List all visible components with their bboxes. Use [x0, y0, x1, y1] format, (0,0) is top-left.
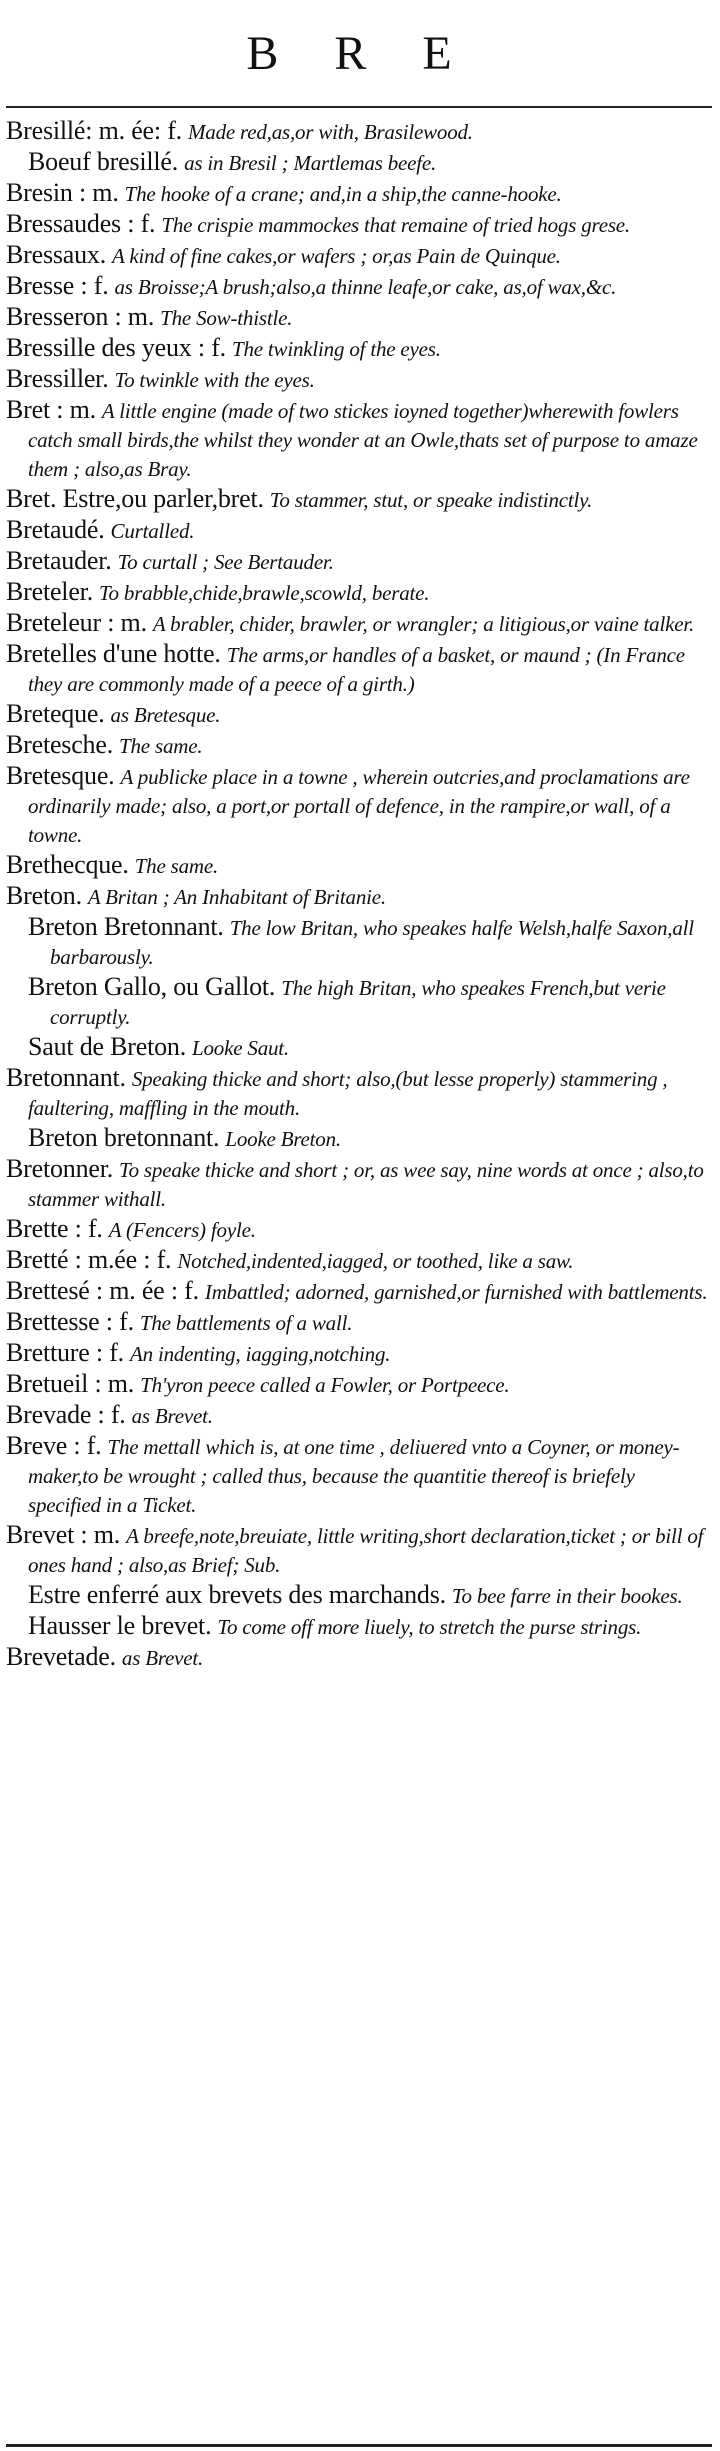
headword: Breton Gallo, ou Gallot. — [28, 972, 276, 1001]
headword: Bressille des yeux : f. — [6, 333, 226, 362]
definition: A (Fencers) foyle. — [108, 1218, 256, 1242]
definition: A publicke place in a towne , wherein outcries,and proclamations are ordinarily made; also, a port,or portall of defence, in the rampire,or wall, of a towne. — [28, 765, 690, 847]
entry — [6, 364, 708, 395]
entry — [6, 1032, 708, 1063]
entry — [6, 1276, 708, 1307]
headword: Breton Bretonnant. — [28, 912, 224, 941]
headword: Breteler. — [6, 577, 93, 606]
entry — [6, 515, 708, 546]
entry — [6, 1307, 708, 1338]
headword: Bressiller. — [6, 364, 109, 393]
headword: Breton. — [6, 881, 82, 910]
definition: To bee farre in their bookes. — [451, 1584, 683, 1608]
definition: To curtall ; See Bertauder. — [117, 550, 334, 574]
headword: Bretueil : m. — [6, 1369, 135, 1398]
definition: To stammer, stut, or speake indistinctly. — [269, 488, 593, 512]
definition: The hooke of a crane; and,in a ship,the canne-hooke. — [124, 182, 562, 206]
entry — [6, 1580, 708, 1611]
definition: An indenting, iagging,notching. — [129, 1342, 391, 1366]
headword: Breteque. — [6, 699, 105, 728]
headword: Boeuf bresillé. — [28, 147, 179, 176]
definition: To speake thicke and short ; or, as wee say, nine words at once ; also,to stammer withall. — [28, 1158, 704, 1211]
entry — [6, 209, 708, 240]
headword: Bressaudes : f. — [6, 209, 156, 238]
headword: Bresillé: m. ée: f. — [6, 116, 182, 145]
entry — [6, 1400, 708, 1431]
definition: as Broisse;A brush;also,a thinne leafe,or cake, as,of wax,&c. — [114, 275, 617, 299]
entry — [6, 1431, 708, 1520]
entry — [6, 1611, 708, 1642]
definition: The battlements of a wall. — [139, 1311, 353, 1335]
definition: The same. — [119, 734, 203, 758]
footer-rule — [6, 2444, 712, 2447]
entry — [6, 333, 708, 364]
definition: The high Britan, who speakes French,but verie corruptly. — [50, 976, 666, 1029]
entry — [6, 1245, 708, 1276]
headword: Bretté : m.ée : f. — [6, 1245, 172, 1274]
definition: To brabble,chide,brawle,scowld, berate. — [99, 581, 430, 605]
entry — [6, 1369, 708, 1400]
headword: Bret. Estre,ou parler,bret. — [6, 484, 264, 513]
definition: Curtalled. — [110, 519, 195, 543]
headword: Brethecque. — [6, 850, 129, 879]
definition: A Britan ; An Inhabitant of Britanie. — [87, 885, 386, 909]
headword: Bressaux. — [6, 240, 107, 269]
entry — [6, 178, 708, 209]
headword: Breton bretonnant. — [28, 1123, 220, 1152]
definition: as Brevet. — [131, 1404, 213, 1428]
headword: Breteleur : m. — [6, 608, 147, 637]
entry — [6, 1123, 708, 1154]
definition: To come off more liuely, to stretch the purse strings. — [217, 1615, 642, 1639]
definition: Looke Saut. — [192, 1036, 289, 1060]
entry — [6, 116, 708, 147]
definition: A brabler, chider, brawler, or wrangler; a litigious,or vaine talker. — [152, 612, 695, 636]
entry — [6, 1520, 708, 1580]
definition: The twinkling of the eyes. — [231, 337, 441, 361]
headword: Brette : f. — [6, 1214, 103, 1243]
definition: A kind of fine cakes,or wafers ; or,as Pain de Quinque. — [112, 244, 561, 268]
headword: Bretaudé. — [6, 515, 105, 544]
headword: Bretelles d'une hotte. — [6, 639, 221, 668]
headword: Brevade : f. — [6, 1400, 126, 1429]
headword: Bretesque. — [6, 761, 115, 790]
definition: as in Bresil ; Martlemas beefe. — [184, 151, 437, 175]
entry — [6, 1642, 708, 1673]
headword: Bretesche. — [6, 730, 114, 759]
entry — [6, 240, 708, 271]
entry — [6, 1063, 708, 1123]
entry — [6, 302, 708, 333]
definition: Speaking thicke and short; also,(but lesse properly) stammering , faultering, maffling in the mouth. — [28, 1067, 668, 1120]
entry — [6, 608, 708, 639]
definition: Notched,indented,iagged, or toothed, like a saw. — [177, 1249, 574, 1273]
headword: Saut de Breton. — [28, 1032, 187, 1061]
header-rule — [6, 106, 712, 108]
definition: as Bretesque. — [110, 703, 221, 727]
headword: Bretauder. — [6, 546, 112, 575]
headword: Bret : m. — [6, 395, 96, 424]
definition: Looke Breton. — [225, 1127, 341, 1151]
headword: Bresin : m. — [6, 178, 119, 207]
entry — [6, 577, 708, 608]
entry — [6, 147, 708, 178]
entry — [6, 546, 708, 577]
entry — [6, 881, 708, 912]
headword: Brettesse : f. — [6, 1307, 134, 1336]
entry — [6, 1154, 708, 1214]
definition: The mettall which is, at one time , deliuered vnto a Coyner, or money-maker,to be wrought ; called thus, because the quantitie thereof is briefely specified in a Ticket. — [28, 1435, 680, 1517]
definition: The Sow-thistle. — [160, 306, 293, 330]
definition: Imbattled; adorned, garnished,or furnished with battlements. — [204, 1280, 708, 1304]
definition: To twinkle with the eyes. — [114, 368, 315, 392]
definition: Made red,as,or with, Brasilewood. — [187, 120, 473, 144]
entry — [6, 1214, 708, 1245]
headword: Brevet : m. — [6, 1520, 121, 1549]
definition: The low Britan, who speakes halfe Welsh,halfe Saxon,all barbarously. — [50, 916, 694, 969]
definition: A little engine (made of two stickes ioyned together)wherewith fowlers catch small birds,the whilst they wonder at an Owle,thats set of purpose to amaze them ; also,as Bray. — [28, 399, 698, 481]
entry — [6, 850, 708, 881]
headword: Hausser le brevet. — [28, 1611, 212, 1640]
entry — [6, 484, 708, 515]
entry-list — [6, 116, 708, 2436]
headword: Breve : f. — [6, 1431, 102, 1460]
entry — [6, 761, 708, 850]
headword: Brettesé : m. ée : f. — [6, 1276, 199, 1305]
entry — [6, 395, 708, 484]
entry — [6, 699, 708, 730]
headword: Bretonner. — [6, 1154, 114, 1183]
entry — [6, 271, 708, 302]
entry — [6, 912, 708, 972]
definition: Th'yron peece called a Fowler, or Portpeece. — [140, 1373, 510, 1397]
headword: Bretture : f. — [6, 1338, 124, 1367]
definition: The same. — [134, 854, 219, 878]
definition: as Brevet. — [121, 1646, 204, 1670]
entry — [6, 730, 708, 761]
entry — [6, 1338, 708, 1369]
headword: Bretonnant. — [6, 1063, 126, 1092]
definition: A breefe,note,breuiate, little writing,short declaration,ticket ; or bill of ones hand ; also,as Brief; Sub. — [28, 1524, 704, 1577]
entry — [6, 972, 708, 1032]
definition: The crispie mammockes that remaine of tried hogs grese. — [161, 213, 630, 237]
running-head: B R E — [246, 27, 474, 80]
headword: Brevetade. — [6, 1642, 116, 1671]
definition: The arms,or handles of a basket, or maund ; (In France they are commonly made of a peece of a girth.) — [28, 643, 685, 696]
entry — [6, 639, 708, 699]
headword: Estre enferré aux brevets des marchands. — [28, 1580, 446, 1609]
headword: Bresse : f. — [6, 271, 109, 300]
headword: Bresseron : m. — [6, 302, 155, 331]
